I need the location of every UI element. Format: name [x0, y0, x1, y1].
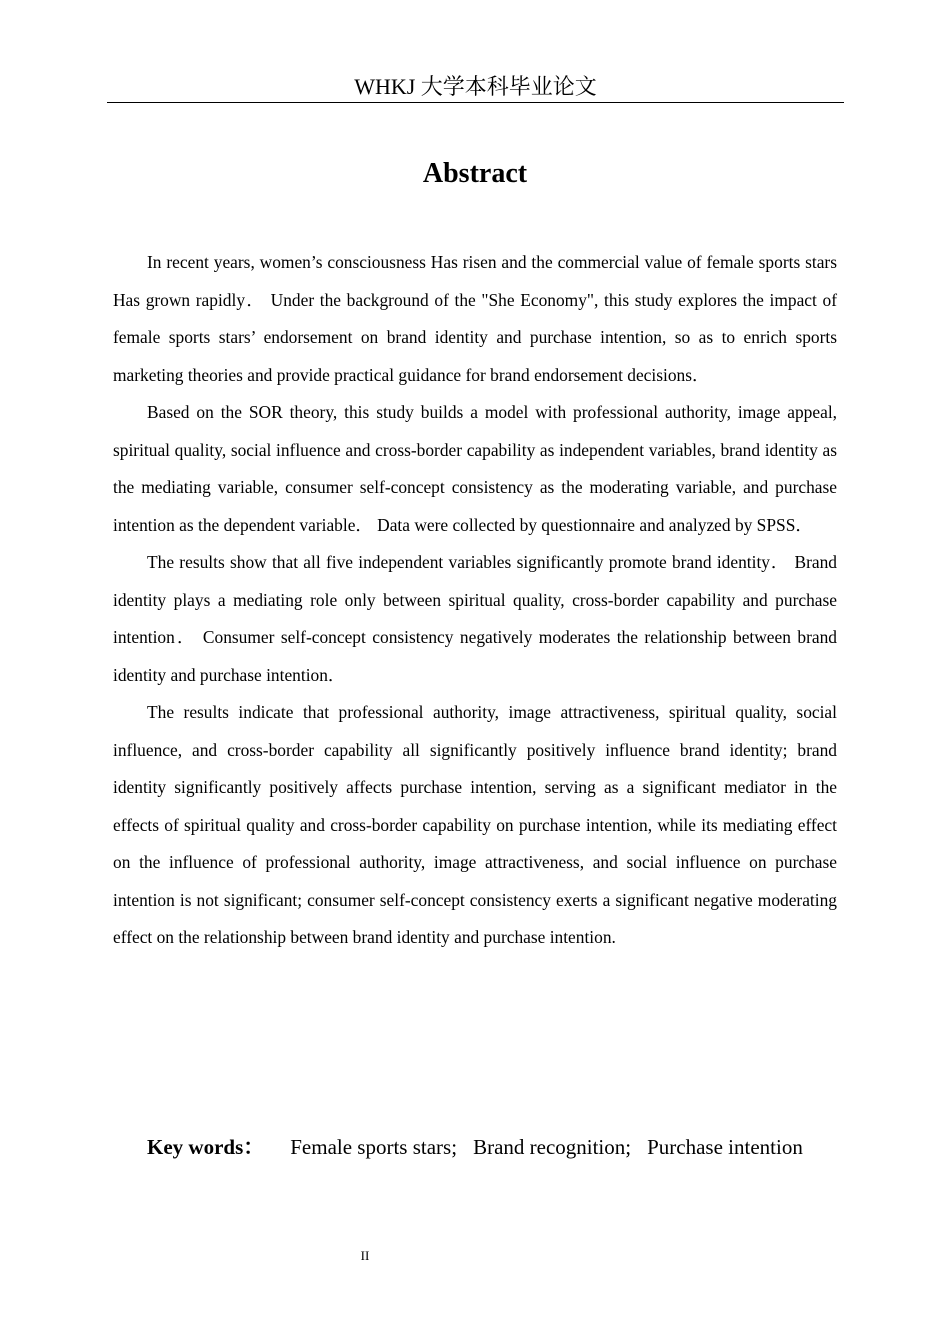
keywords-label: Key words： [147, 1135, 265, 1159]
running-header [107, 72, 844, 103]
keyword-item: Female sports stars; [290, 1135, 458, 1159]
abstract-title: Abstract [422, 158, 528, 189]
keyword-item: Brand recognition; [473, 1135, 632, 1159]
abstract-paragraph-3: The results show that all five independent variables significantly promote brand identity． Brand identity plays a mediating role only between spiritual quality, cross-border capability and purchase intention． Consumer self-concept consistency negatively moderates the relationship between brand identity and purchase intention． [113, 552, 837, 685]
abstract-paragraph-2: Based on the SOR theory, this study builds a model with professional authority, image appeal, spiritual quality, social influence and cross-border capability as independent variables, brand identity as the mediating variable, consumer self-concept consistency as the moderating variable, and purchase intention as the dependent variable． Data were collected by questionnaire and analyzed by SPSS． [113, 402, 837, 535]
abstract-paragraph-4: The results indicate that professional authority, image attractiveness, spiritual quality, social influence, and cross-border capability all significantly positively influence brand identity; brand identity significantly positively affects purchase intention, serving as a significant mediator in the effects of spiritual quality and cross-border capability on purchase intention, while its mediating effect on the influence of professional authority, image attractiveness, and social influence on purchase intention is not significant; consumer self-concept consistency exerts a significant negative moderating effect on the relationship between brand identity and purchase intention. [113, 702, 837, 947]
page-number: II [360, 1248, 370, 1263]
running-header-title: WHKJ 大学本科毕业论文 [354, 74, 597, 99]
keywords-line [113, 1110, 837, 1184]
keyword-item: Purchase intention [647, 1135, 803, 1159]
abstract-body [113, 244, 837, 957]
abstract-paragraph-1: In recent years, women’s consciousness Has risen and the commercial value of female sports stars Has grown rapidly． Under the background of the "She Economy", this study explores the impact of female sports stars’ endorsement on brand identity and purchase intention, so as to enrich sports marketing theories and provide practical guidance for brand endorsement decisions． [113, 252, 837, 385]
